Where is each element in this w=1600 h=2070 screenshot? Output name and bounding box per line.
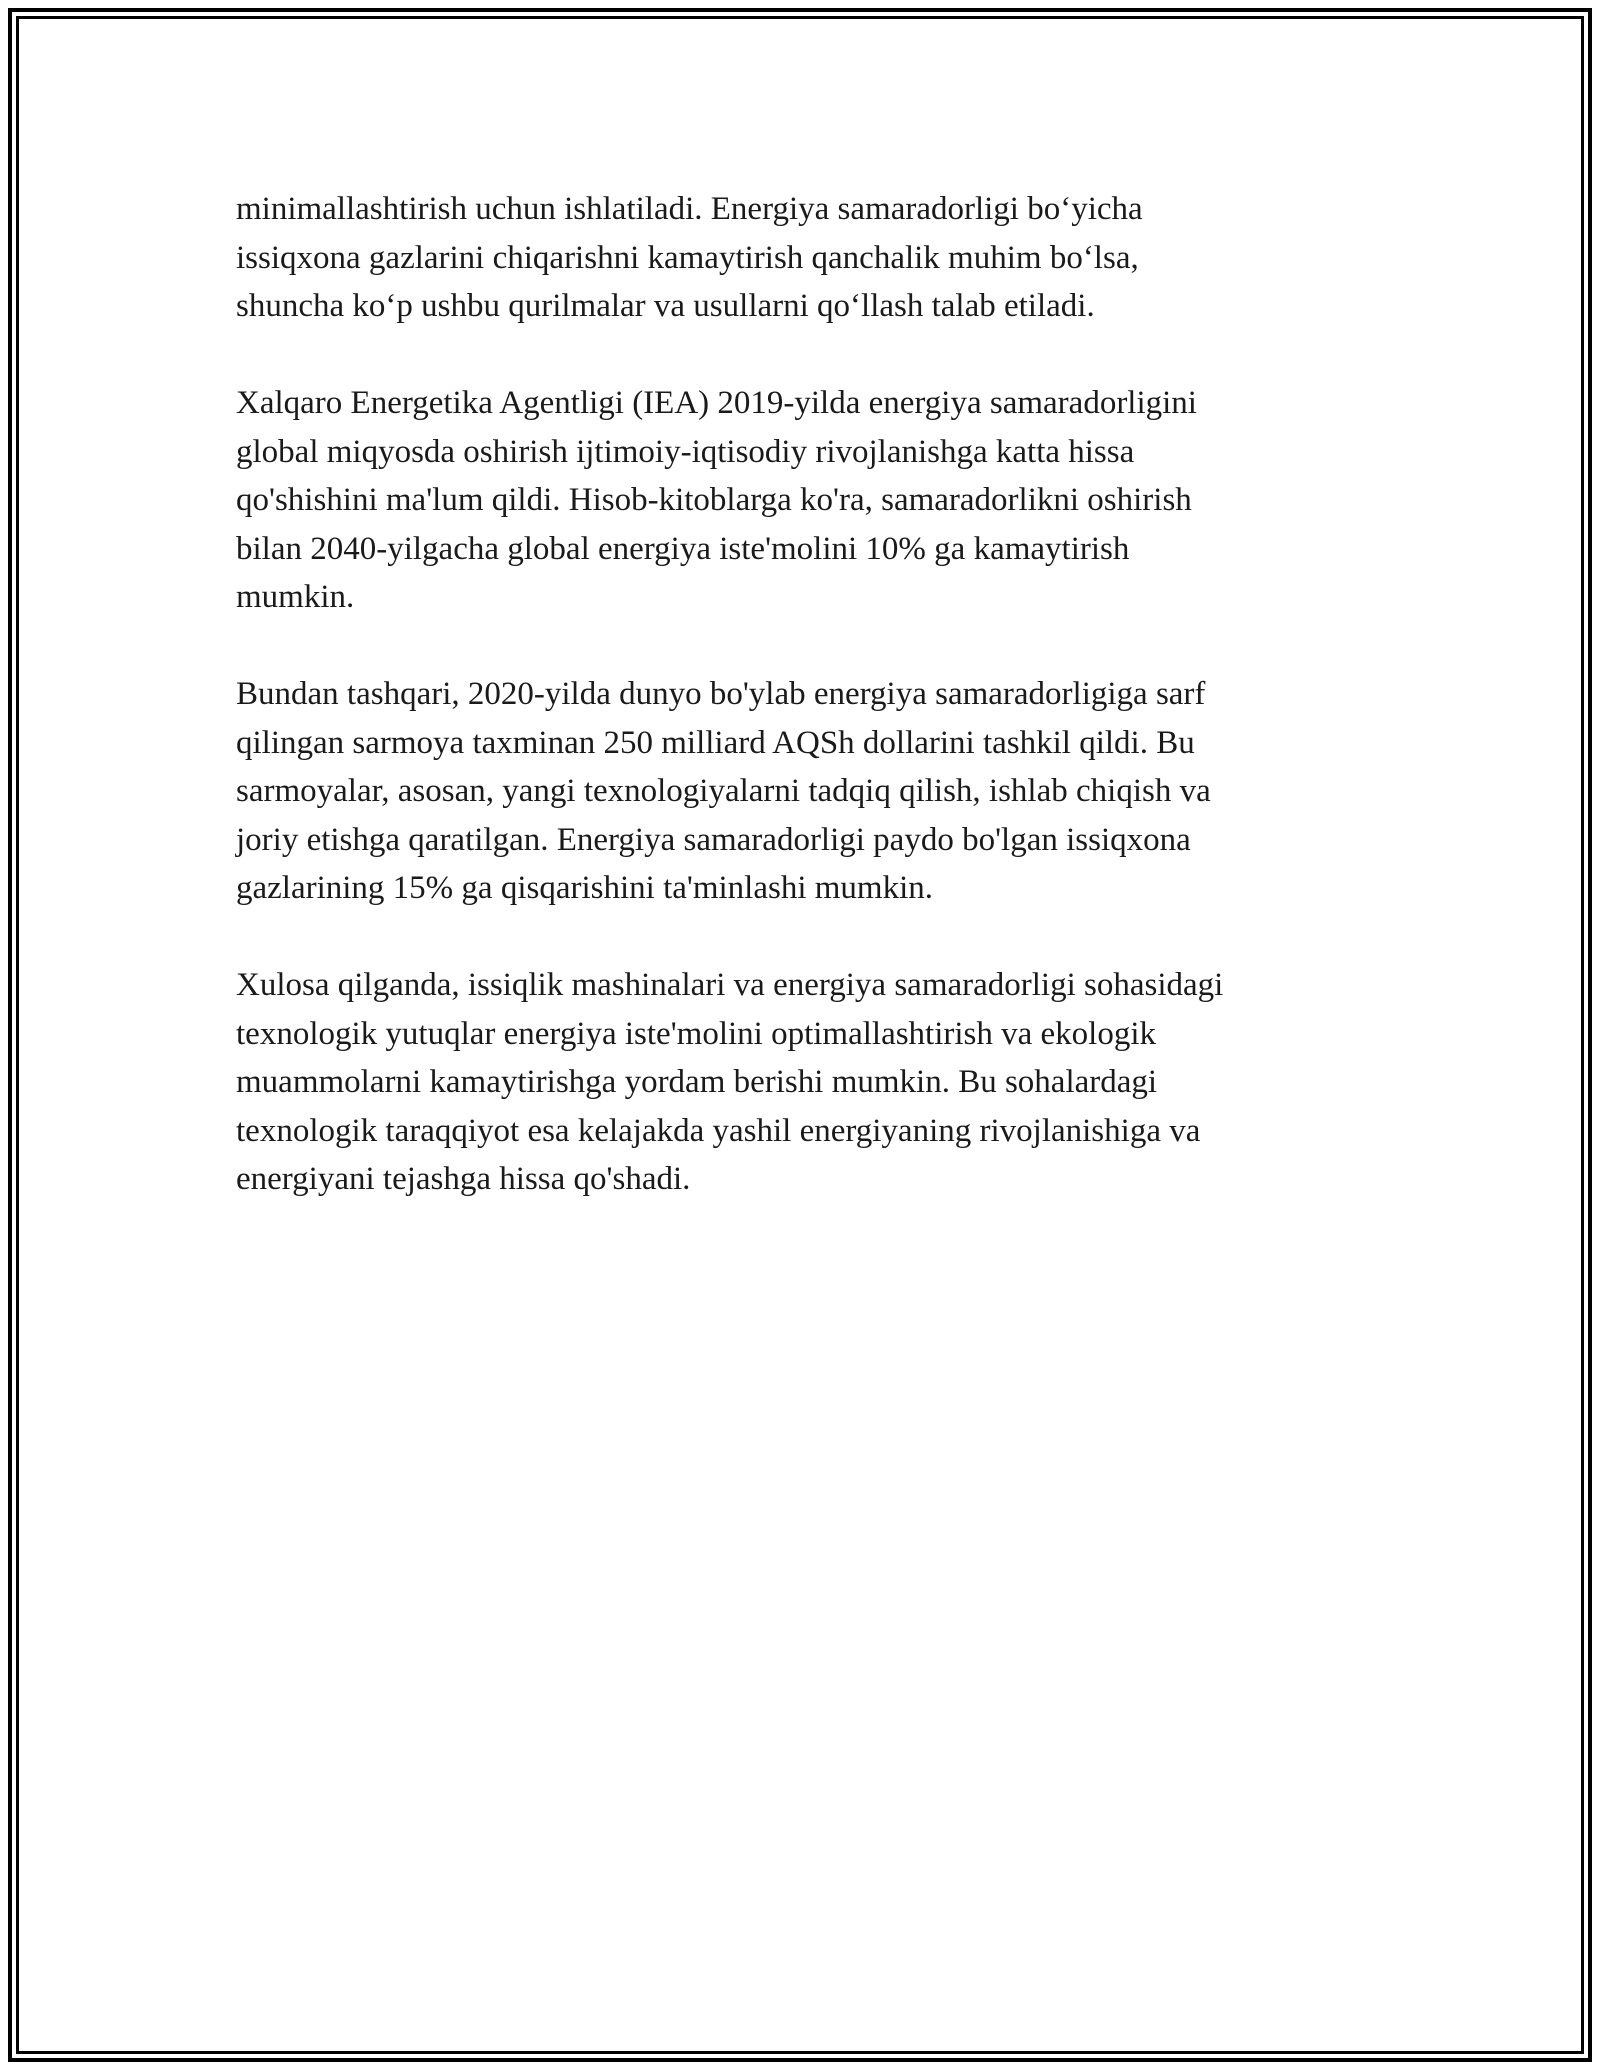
- text-line: minimallashtirish uchun ishlatiladi. Energiya samaradorligi bo‘yicha: [236, 191, 1143, 227]
- text-line: sarmoyalar, asosan, yangi texnologiyalarni tadqiq qilish, ishlab chiqish va: [236, 773, 1211, 809]
- text-line: texnologik taraqqiyot esa kelajakda yashil energiyaning rivojlanishiga va: [236, 1112, 1201, 1149]
- paragraph-1: [236, 185, 1366, 331]
- text-line: global miqyosda oshirish ijtimoiy-iqtisodiy rivojlanishga katta hissa: [236, 433, 1135, 470]
- text-line: gazlarining 15% ga qisqarishini ta'minlashi mumkin.: [236, 870, 933, 906]
- text-line: energiyani tejashga hissa qo'shadi.: [236, 1161, 691, 1197]
- text-line: texnologik yutuqlar energiya iste'molini optimallashtirish va ekologik: [236, 1015, 1157, 1052]
- text-line: Bundan tashqari, 2020-yilda dunyo bo'ylab energiya samaradorligiga sarf: [236, 676, 1206, 712]
- text-line: issiqxona gazlarini chiqarishni kamaytirish qanchalik muhim bo‘lsa,: [236, 239, 1139, 276]
- text-line: Xalqaro Energetika Agentligi (IEA) 2019-yilda energiya samaradorligini: [236, 385, 1197, 421]
- paragraph-2: [236, 379, 1366, 622]
- text-line: mumkin.: [236, 579, 355, 615]
- text-line: qo'shishini ma'lum qildi. Hisob-kitoblarga ko'ra, samaradorlikni oshirish: [236, 482, 1192, 518]
- paragraph-3: [236, 670, 1366, 913]
- text-line: muammolarni kamaytirishga yordam berishi mumkin. Bu sohalardagi: [236, 1064, 1158, 1100]
- paragraph-4: [236, 961, 1366, 1204]
- document-body: [236, 185, 1366, 1252]
- text-line: qilingan sarmoya taxminan 250 milliard AQSh dollarini tashkil qildi. Bu: [236, 724, 1195, 761]
- text-line: Xulosa qilganda, issiqlik mashinalari va energiya samaradorligi sohasidagi: [236, 967, 1224, 1003]
- text-line: shuncha ko‘p ushbu qurilmalar va usullarni qo‘llash talab etiladi.: [236, 288, 1095, 324]
- text-line: joriy etishga qaratilgan. Energiya samaradorligi paydo bo'lgan issiqxona: [236, 821, 1191, 858]
- text-line: bilan 2040-yilgacha global energiya iste'molini 10% ga kamaytirish: [236, 530, 1130, 567]
